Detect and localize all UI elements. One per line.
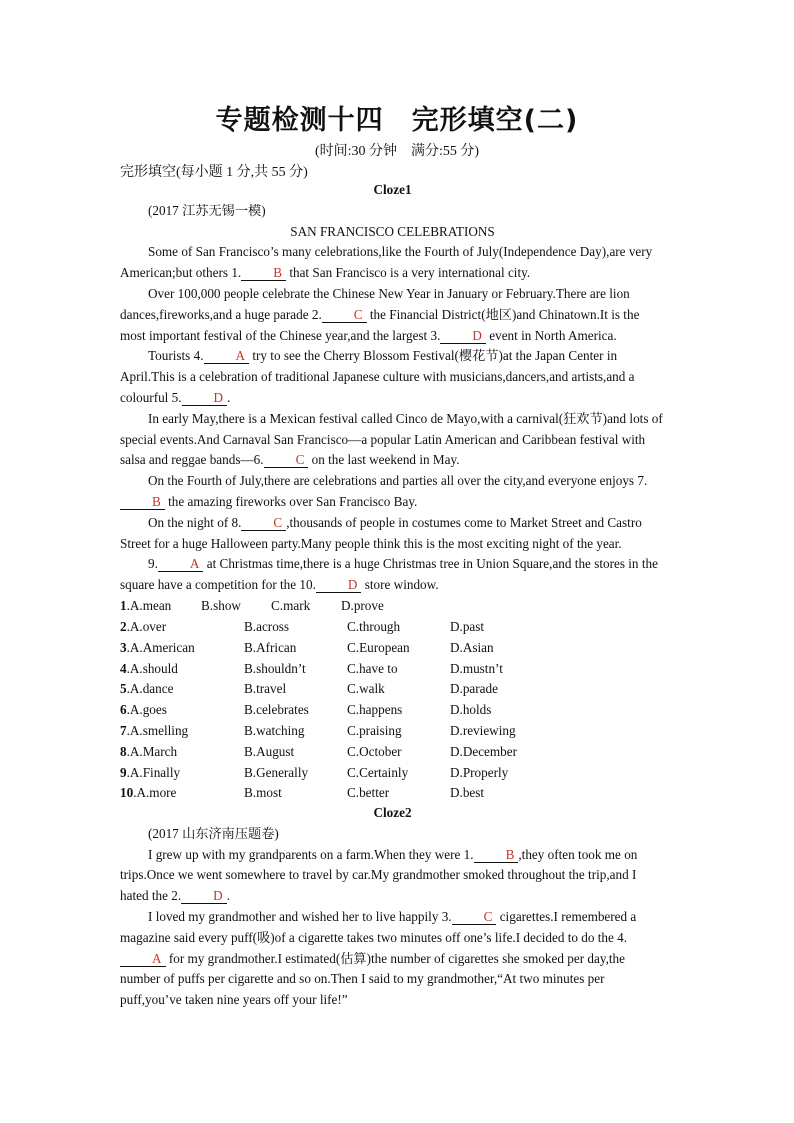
paragraph: Tourists 4. A try to see the Cherry Blossom Festival(樱花节)at the Japan Center in April.This is a celebration of traditional Japanese culture with musicians,dancers,and artists,and a colourful 5. D . <box>120 348 635 405</box>
answer-option: B.African <box>244 639 297 655</box>
answer-blank: B <box>474 847 519 863</box>
answer-option: D.Properly <box>450 764 509 780</box>
answer-blank: A <box>158 556 204 572</box>
cloze1-source: (2017 江苏无锡一模) <box>148 202 266 218</box>
answer-option: D.mustn’t <box>450 660 503 676</box>
answer-option: 9.A.Finally <box>120 764 181 780</box>
question-row <box>120 617 560 638</box>
paragraph: I grew up with my grandparents on a farm.When they were 1. B ,they often took me on trips.Once we went somewhere to travel by car.My grandmother smoked throughout the trip,and I hated the 2. D . <box>120 846 638 904</box>
answer-blank: A <box>120 951 166 967</box>
answer-option: C.have to <box>347 660 398 676</box>
answer-option: D.holds <box>450 702 492 718</box>
paragraph: Over 100,000 people celebrate the Chinese New Year in January or February.There are lion dances,fireworks,and a huge parade 2. C the Financial District(地区)and Chinatown.It is the most important festival of the Chinese year,and the largest 3. D event in North America. <box>120 285 640 343</box>
question-row <box>120 742 560 763</box>
answer-blank: C <box>241 515 286 531</box>
answer-option: 5.A.dance <box>120 681 174 697</box>
answer-blank: D <box>182 390 228 406</box>
cloze1-heading: Cloze1 <box>373 182 412 197</box>
answer-option: C.October <box>347 743 402 759</box>
answer-option: B.August <box>244 743 295 759</box>
answer-option: B.watching <box>244 723 305 738</box>
question-row <box>120 763 560 784</box>
answer-option: B.Generally <box>244 764 309 780</box>
answer-option: 2.A.over <box>120 619 167 634</box>
cloze2-heading: Cloze2 <box>373 805 412 820</box>
answer-option: 10.A.more <box>120 785 177 801</box>
paragraph: 9. A at Christmas time,there is a huge Christmas tree in Union Square,and the stores in the square have a competition for the 10. D store window. <box>120 556 658 593</box>
cloze1-section <box>120 180 665 596</box>
paragraph: In early May,there is a Mexican festival called Cinco de Mayo,with a carnival(狂欢节)and lots of special events.And Carnaval San Francisco—a popular Latin American and Caribbean festival with salsa and reggae bands—6. C on the last weekend in May. <box>120 410 663 468</box>
answer-blank: D <box>316 577 362 593</box>
answer-blank: C <box>322 307 367 323</box>
question-row <box>120 700 560 721</box>
question-row: 1.A.mean B.show C.mark D.prove <box>120 598 384 613</box>
answer-option: D.parade <box>450 681 498 697</box>
answer-option: C.Certainly <box>347 764 409 780</box>
answer-option: C.European <box>347 639 410 655</box>
answer-blank: A <box>204 348 250 364</box>
answer-option: B.most <box>244 785 282 801</box>
section-header: 完形填空(每小题 1 分,共 55 分) <box>120 165 308 180</box>
answer-option: B.shouldn’t <box>244 660 306 676</box>
paragraph: Some of San Francisco’s many celebrations,like the Fourth of July(Independence Day),are very American;but others 1. B that San Francisco is a very international city. <box>120 244 653 281</box>
answer-option: C.walk <box>347 681 385 697</box>
answer-option: 7.A.smelling <box>120 723 189 738</box>
question-row <box>120 783 560 804</box>
cloze2-source: (2017 山东济南压题卷) <box>148 825 279 841</box>
question-row <box>120 659 560 680</box>
answer-option: D.best <box>450 785 485 801</box>
answer-blank: B <box>241 265 286 281</box>
paragraph: On the Fourth of July,there are celebrations and parties all over the city,and everyone enjoys 7.B the amazing fireworks over San Francisco Bay. <box>120 471 665 513</box>
answer-option: B.celebrates <box>244 702 309 718</box>
answer-option: B.across <box>244 619 290 634</box>
question-row <box>120 679 560 700</box>
passage-title: SAN FRANCISCO CELEBRATIONS <box>290 223 495 239</box>
answer-blank: C <box>264 452 309 468</box>
answer-option: C.better <box>347 785 390 801</box>
answer-blank: B <box>120 494 165 510</box>
paragraph: On the night of 8. C ,thousands of people in costumes come to Market Street and Castro Street for a huge Halloween party.Many people think this is the most exciting night of the year. <box>120 514 642 551</box>
answer-option: 4.A.should <box>120 660 178 676</box>
answer-option: C.through <box>347 619 401 634</box>
paragraph: I loved my grandmother and wished her to live happily 3. C cigarettes.I remembered a magazine said every puff(吸)of a cigarette takes two minutes off one’s life.I decided to do the 4.A for my grandmother.I estimated(估算)the number of cigarettes she smoked per day,the number of puffs per cigarette and so on.Then I said to my grandmother,“At two minutes per puff,you’ve taken nine years off your life!” <box>120 908 637 1008</box>
answer-option: 6.A.goes <box>120 702 167 718</box>
answer-blank: D <box>440 328 486 344</box>
answer-option: D.past <box>450 619 485 634</box>
question-row <box>120 721 560 742</box>
answer-option: D.Asian <box>450 639 494 655</box>
exam-time-score: (时间:30 分钟 满分:55 分) <box>314 144 480 159</box>
answer-option: D.December <box>450 743 517 759</box>
answer-option: 8.A.March <box>120 743 178 759</box>
answer-blank: C <box>452 909 497 925</box>
answer-option: B.travel <box>244 681 287 697</box>
page-title: 专题检测十四 完形填空(二) <box>215 105 579 136</box>
answer-option: C.praising <box>347 723 402 738</box>
answer-blank: D <box>181 888 227 904</box>
answer-option: 3.A.American <box>120 639 195 655</box>
answer-option: C.happens <box>347 702 403 718</box>
question-row <box>120 638 560 659</box>
answer-option: D.reviewing <box>450 723 516 738</box>
cloze2-section <box>120 803 665 1011</box>
